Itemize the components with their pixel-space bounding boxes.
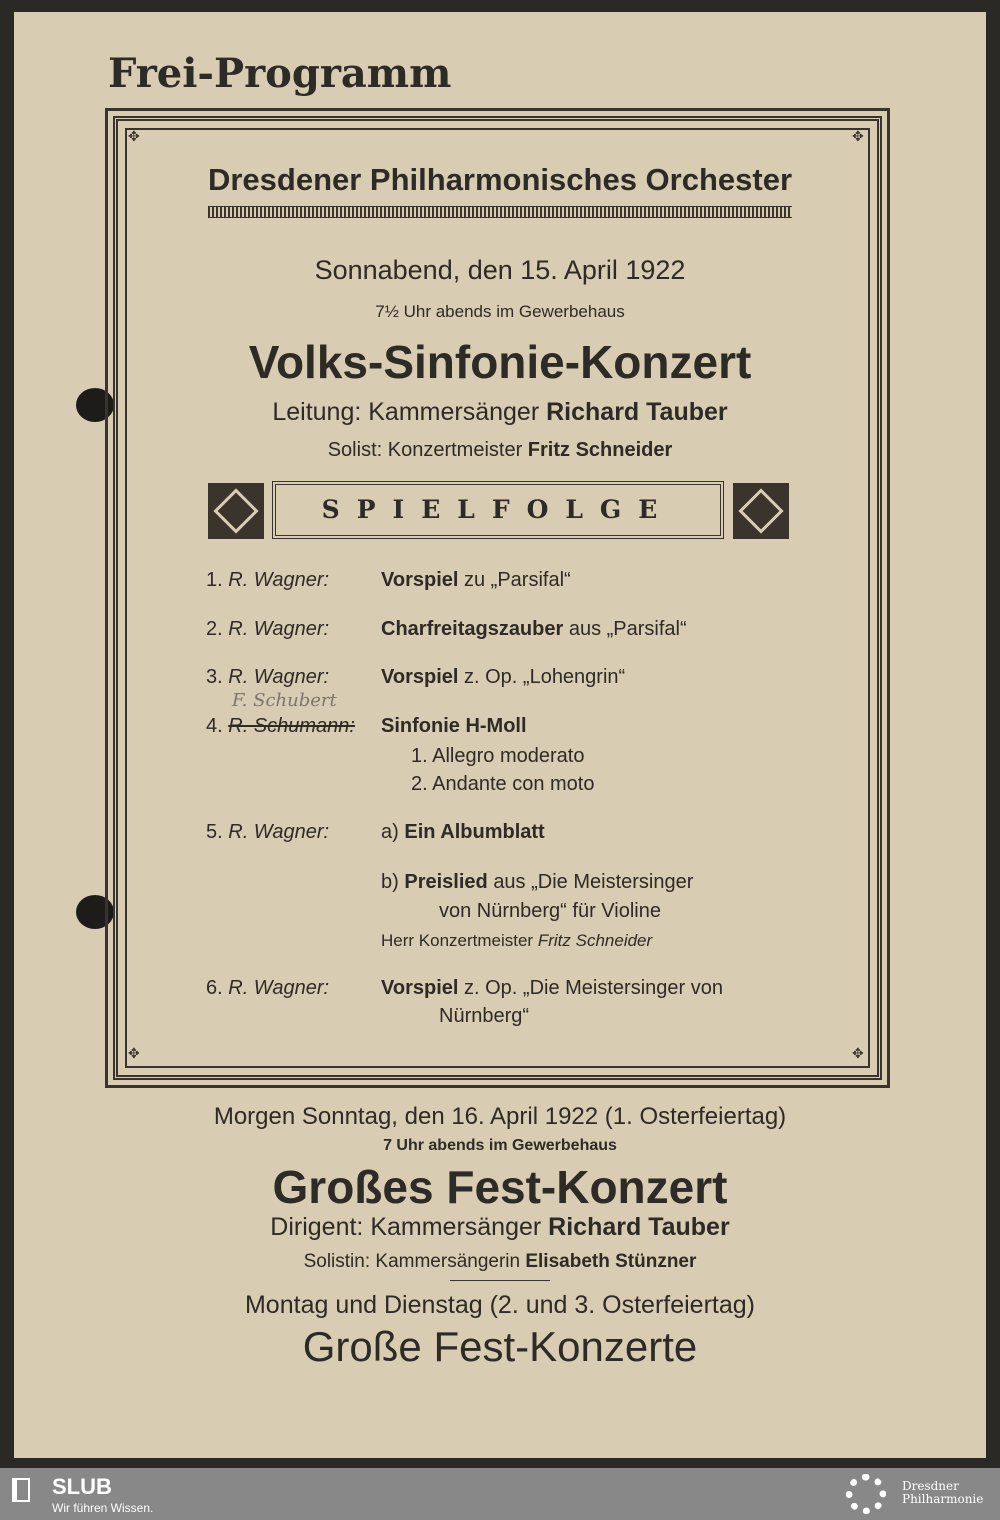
concert2-time: 7 Uhr abends im Gewerbehaus xyxy=(383,1137,617,1154)
work-title: Vorspiel xyxy=(381,569,459,591)
composer: R. Wagner: xyxy=(228,569,330,591)
solist-name: Fritz Schneider xyxy=(527,439,673,461)
item-number: 4. xyxy=(206,715,223,737)
dirigent-label: Dirigent: Kammersänger xyxy=(270,1213,542,1241)
program-work xyxy=(381,715,527,738)
concert1-time: 7½ Uhr abends im Gewerbehaus xyxy=(375,302,625,321)
concert1-date: Sonnabend, den 15. April 1922 xyxy=(314,255,686,285)
corner-ornament-icon: ✥ xyxy=(128,128,140,144)
concert1-solist xyxy=(0,439,1000,462)
document-title: Frei-Programm xyxy=(108,50,452,97)
work-title: Vorspiel xyxy=(381,977,459,999)
slub-logo-icon xyxy=(12,1478,30,1502)
work-detail: von Nürnberg“ für Violine xyxy=(439,900,661,922)
partner-line1: Dresdner xyxy=(902,1479,959,1493)
leitung-name: Richard Tauber xyxy=(546,398,728,426)
concert2-date: Morgen Sonntag, den 16. April 1922 (1. Osterfeiertag) xyxy=(213,1103,787,1130)
composer: R. Wagner: xyxy=(228,977,330,999)
partner-name xyxy=(902,1480,983,1506)
concert2-title: Großes Fest-Konzert xyxy=(272,1161,728,1213)
program-work xyxy=(381,821,545,844)
work-detail: z. Op. „Lohengrin“ xyxy=(464,666,626,688)
item-number: 3. xyxy=(206,666,223,688)
footer-bar xyxy=(0,1468,1000,1520)
program-item xyxy=(206,569,329,592)
sub-label: b) xyxy=(381,871,399,893)
concert1-leitung xyxy=(0,398,1000,427)
soloist-name: Fritz Schneider xyxy=(537,931,653,950)
program-work xyxy=(381,666,625,689)
concert3-title: Große Fest-Konzerte xyxy=(302,1323,698,1370)
work-title: Vorspiel xyxy=(381,666,459,688)
solistin-name: Elisabeth Stünzner xyxy=(525,1251,697,1272)
corner-ornament-icon: ✥ xyxy=(128,1045,140,1061)
ornament-icon xyxy=(733,483,789,539)
work-detail: z. Op. „Die Meistersinger von xyxy=(464,977,723,999)
decorative-rule xyxy=(208,206,792,218)
work-detail: aus „Die Meistersinger xyxy=(493,871,694,893)
philharmonie-logo-icon xyxy=(846,1474,886,1514)
work-title: Charfreitagszauber xyxy=(381,618,564,640)
divider xyxy=(450,1280,550,1281)
item-number: 2. xyxy=(206,618,223,640)
composer: R. Wagner: xyxy=(228,618,330,640)
item-number: 6. xyxy=(206,977,223,999)
item-number: 1. xyxy=(206,569,223,591)
leitung-label: Leitung: Kammersänger xyxy=(272,398,540,426)
concert2-dirigent xyxy=(0,1213,1000,1242)
program-work xyxy=(381,618,687,641)
work-detail: Nürnberg“ xyxy=(439,1005,530,1027)
orchestra-name: Dresdener Philharmonisches Orchester xyxy=(207,162,793,197)
soloist-note xyxy=(381,931,652,951)
concert3-date: Montag und Dienstag (2. und 3. Osterfeiertag) xyxy=(244,1291,755,1319)
solistin-label: Solistin: Kammersängerin xyxy=(303,1251,521,1272)
movement: 1. Allegro moderato xyxy=(411,745,585,767)
composer: R. Wagner: xyxy=(228,666,330,688)
program-item xyxy=(206,666,329,689)
partner-line2: Philharmonie xyxy=(902,1492,984,1506)
sub-label: a) xyxy=(381,821,399,843)
movement: 2. Andante con moto xyxy=(411,773,595,795)
solist-label: Solist: Konzertmeister xyxy=(327,439,523,461)
work-detail: zu „Parsifal“ xyxy=(464,569,571,591)
program-item xyxy=(206,977,329,1000)
item-number: 5. xyxy=(206,821,223,843)
program-work xyxy=(381,977,723,1000)
corner-ornament-icon: ✥ xyxy=(852,128,864,144)
ornament-icon xyxy=(208,483,264,539)
program-work xyxy=(381,871,693,894)
slub-name: SLUB xyxy=(52,1474,112,1499)
slub-tagline: Wir führen Wissen. xyxy=(52,1501,154,1515)
program-item xyxy=(206,618,329,641)
program-item xyxy=(206,715,355,738)
work-title: Ein Albumblatt xyxy=(404,821,545,843)
program-work xyxy=(381,569,571,592)
program-item xyxy=(206,821,329,844)
concert1-title: Volks-Sinfonie-Konzert xyxy=(248,336,752,388)
dirigent-name: Richard Tauber xyxy=(548,1213,730,1241)
work-title: Sinfonie H-Moll xyxy=(381,715,527,737)
composer: R. Wagner: xyxy=(228,821,330,843)
handwritten-annotation: F. Schubert xyxy=(232,690,337,711)
concert2-solistin xyxy=(0,1251,1000,1273)
composer: R. Schumann: xyxy=(228,715,355,737)
soloist-label: Herr Konzertmeister xyxy=(381,931,534,950)
spielfolge-heading: SPIELFOLGE xyxy=(272,481,724,539)
work-detail: aus „Parsifal“ xyxy=(568,618,687,640)
corner-ornament-icon: ✥ xyxy=(852,1045,864,1061)
work-title: Preislied xyxy=(404,871,488,893)
